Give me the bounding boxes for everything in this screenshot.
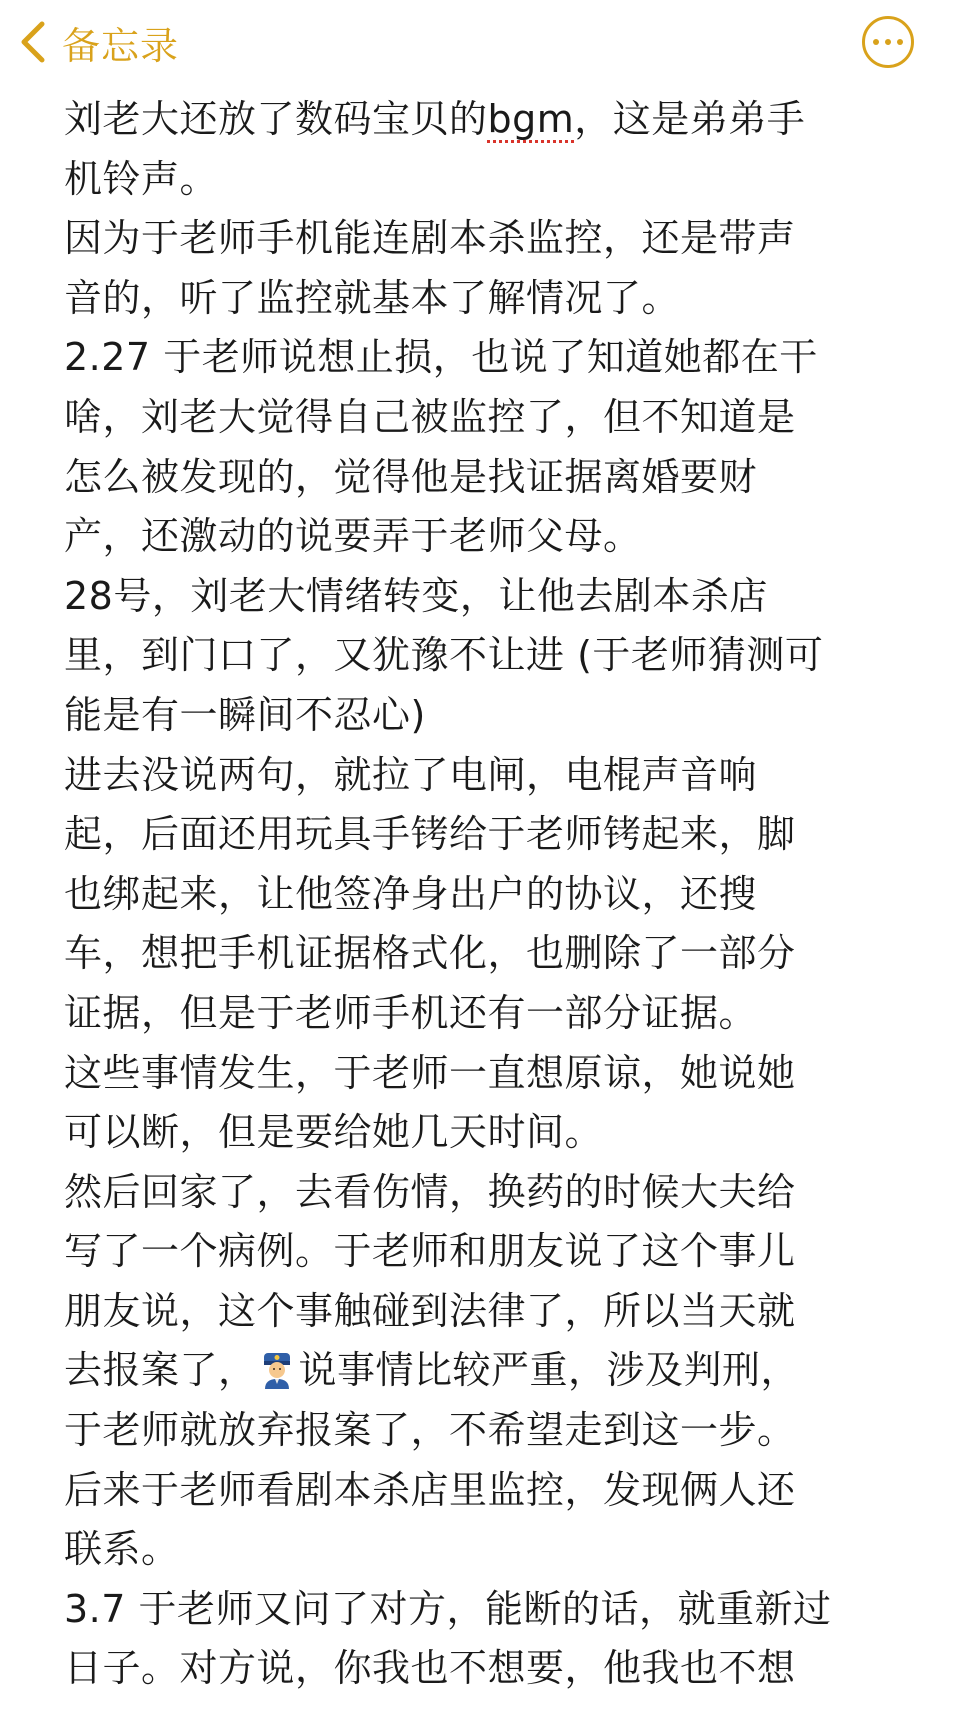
police-officer-icon bbox=[259, 1349, 295, 1389]
note-line: 因为于老师手机能连剧本杀监控，还是带声 bbox=[64, 216, 796, 261]
note-line bbox=[64, 1341, 914, 1401]
note-line: 啥，刘老大觉得自己被监控了，但不知道是 bbox=[64, 394, 796, 439]
note-line: 3.7 于老师又问了对方，能断的话，就重新过 bbox=[64, 1586, 832, 1631]
note-line: 音的，听了监控就基本了解情况了。 bbox=[64, 275, 681, 320]
note-line bbox=[64, 90, 914, 150]
note-line: 进去没说两句，就拉了电闸，电棍声音响 bbox=[64, 752, 758, 797]
note-line: 怎么被发现的，觉得他是找证据离婚要财 bbox=[64, 454, 758, 499]
note-text: 去报案了， bbox=[64, 1348, 257, 1393]
note-text: ，这是弟弟手 bbox=[574, 97, 806, 141]
back-label: 备忘录 bbox=[62, 23, 180, 68]
note-line: 也绑起来，让他签净身出户的协议，还搜 bbox=[64, 871, 758, 916]
note-line: 证据，但是于老师手机还有一部分证据。 bbox=[64, 990, 758, 1035]
note-line: 里，到门口了，又犹豫不让进 (于老师猜测可 bbox=[64, 633, 824, 678]
note-line: 后来于老师看剧本杀店里监控，发现俩人还 bbox=[64, 1467, 796, 1512]
note-line: 起，后面还用玩具手铐给于老师铐起来，脚 bbox=[64, 812, 796, 857]
note-text-area[interactable] bbox=[64, 90, 914, 1699]
chevron-left-icon bbox=[18, 20, 48, 64]
note-line: 写了一个病例。于老师和朋友说了这个事儿 bbox=[64, 1229, 796, 1274]
note-line: 这些事情发生，于老师一直想原谅，她说她 bbox=[64, 1050, 796, 1095]
note-line: 然后回家了，去看伤情，换药的时候大夫给 bbox=[64, 1169, 796, 1214]
note-line: 联系。 bbox=[64, 1527, 180, 1572]
ellipsis-dot bbox=[885, 39, 891, 45]
note-line: 2.27 于老师说想止损，也说了知道她都在干 bbox=[64, 335, 818, 380]
more-options-button[interactable] bbox=[862, 16, 914, 68]
note-line: 日子。对方说，你我也不想要，他我也不想 bbox=[64, 1646, 796, 1691]
note-line: 可以断，但是要给她几天时间。 bbox=[64, 1110, 604, 1155]
note-text: 说事情比较严重，涉及判刑， bbox=[298, 1348, 800, 1393]
note-line: 机铃声。 bbox=[64, 156, 219, 201]
note-line: 车，想把手机证据格式化，也删除了一部分 bbox=[64, 931, 796, 976]
back-button[interactable] bbox=[18, 12, 179, 72]
note-text: 刘老大还放了数码宝贝的 bbox=[64, 97, 488, 141]
note-line: 产，还激动的说要弄于老师父母。 bbox=[64, 514, 642, 559]
note-line: 28号，刘老大情绪转变，让他去剧本杀店 bbox=[64, 573, 768, 618]
note-line: 朋友说，这个事触碰到法律了，所以当天就 bbox=[64, 1288, 796, 1333]
ellipsis-dot bbox=[897, 39, 903, 45]
note-line: 于老师就放弃报案了，不希望走到这一步。 bbox=[64, 1408, 796, 1453]
note-line: 能是有一瞬间不忍心) bbox=[64, 692, 426, 737]
ellipsis-circle-icon bbox=[873, 39, 879, 45]
misspelled-word[interactable]: bgm bbox=[487, 97, 575, 141]
